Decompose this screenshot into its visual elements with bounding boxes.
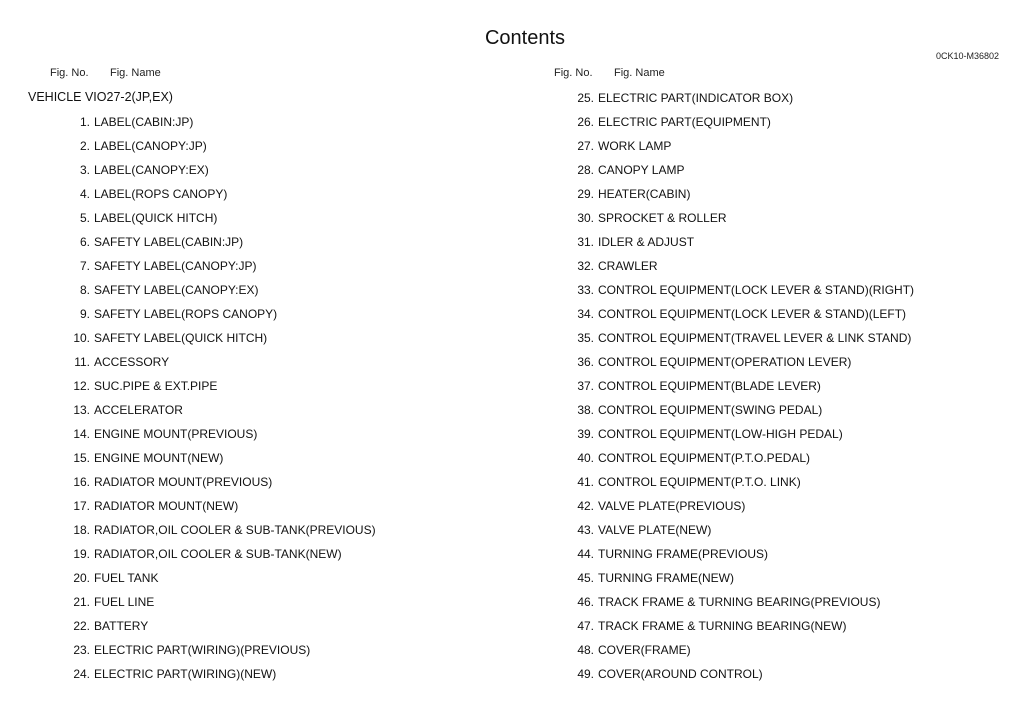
fig-no-header: Fig. No. [50, 67, 89, 79]
fig-number: 3. [79, 163, 90, 177]
fig-number: 43. [577, 523, 594, 537]
fig-name-header: Fig. Name [110, 67, 161, 79]
fig-number: 25. [577, 91, 594, 105]
fig-number: 47. [577, 619, 594, 633]
fig-number: 8. [79, 283, 90, 297]
fig-name[interactable]: TRACK FRAME & TURNING BEARING(NEW) [598, 619, 847, 633]
fig-name[interactable]: CONTROL EQUIPMENT(BLADE LEVER) [598, 379, 821, 393]
fig-number: 40. [577, 451, 594, 465]
fig-name[interactable]: SUC.PIPE & EXT.PIPE [94, 379, 218, 393]
fig-name[interactable]: BATTERY [94, 619, 149, 633]
fig-number: 44. [577, 547, 594, 561]
fig-name[interactable]: RADIATOR,OIL COOLER & SUB-TANK(NEW) [94, 547, 342, 561]
fig-name[interactable]: SPROCKET & ROLLER [598, 211, 727, 225]
fig-name[interactable]: ACCESSORY [94, 355, 170, 369]
fig-number: 39. [577, 427, 594, 441]
fig-number: 35. [577, 331, 594, 345]
fig-number: 26. [577, 115, 594, 129]
fig-name[interactable]: CONTROL EQUIPMENT(OPERATION LEVER) [598, 355, 852, 369]
fig-number: 33. [577, 283, 594, 297]
fig-number: 20. [73, 571, 90, 585]
fig-name[interactable]: VALVE PLATE(NEW) [598, 523, 712, 537]
fig-number: 29. [577, 187, 594, 201]
fig-name-header: Fig. Name [614, 67, 665, 79]
fig-name[interactable]: ENGINE MOUNT(NEW) [94, 451, 224, 465]
fig-name[interactable]: CONTROL EQUIPMENT(P.T.O. LINK) [598, 475, 801, 489]
fig-name[interactable]: CANOPY LAMP [598, 163, 685, 177]
fig-number: 15. [73, 451, 90, 465]
contents-column-left [28, 67, 508, 681]
fig-no-header: Fig. No. [554, 67, 593, 79]
fig-name[interactable]: HEATER(CABIN) [598, 187, 691, 201]
fig-name[interactable]: IDLER & ADJUST [598, 235, 695, 249]
fig-name[interactable]: TURNING FRAME(PREVIOUS) [598, 547, 769, 561]
fig-number: 38. [577, 403, 594, 417]
fig-name[interactable]: WORK LAMP [598, 139, 672, 153]
fig-number: 18. [73, 523, 90, 537]
document-id: 0CK10-M36802 [935, 51, 999, 61]
fig-number: 4. [79, 187, 90, 201]
fig-name[interactable]: COVER(FRAME) [598, 643, 691, 657]
column-header [28, 67, 508, 83]
fig-name[interactable]: SAFETY LABEL(CABIN:JP) [94, 235, 244, 249]
fig-number: 17. [73, 499, 90, 513]
fig-number: 37. [577, 379, 594, 393]
fig-number: 1. [79, 115, 90, 129]
fig-number: 6. [79, 235, 90, 249]
fig-name[interactable]: CONTROL EQUIPMENT(SWING PEDAL) [598, 403, 823, 417]
fig-name[interactable]: LABEL(CANOPY:EX) [94, 163, 209, 177]
fig-number: 2. [79, 139, 90, 153]
fig-number: 31. [577, 235, 594, 249]
fig-number: 23. [73, 643, 90, 657]
fig-number: 21. [73, 595, 90, 609]
fig-name[interactable]: LABEL(CANOPY:JP) [94, 139, 207, 153]
fig-name[interactable]: ELECTRIC PART(INDICATOR BOX) [598, 91, 794, 105]
fig-name[interactable]: SAFETY LABEL(CANOPY:EX) [94, 283, 259, 297]
fig-name[interactable]: LABEL(CABIN:JP) [94, 115, 194, 129]
fig-name[interactable]: ENGINE MOUNT(PREVIOUS) [94, 427, 258, 441]
fig-name[interactable]: SAFETY LABEL(QUICK HITCH) [94, 331, 268, 345]
fig-name[interactable]: CONTROL EQUIPMENT(TRAVEL LEVER & LINK STAND) [598, 331, 912, 345]
fig-name[interactable]: ACCELERATOR [94, 403, 183, 417]
contents-column-right [532, 67, 1012, 681]
column-header [532, 67, 1012, 83]
fig-number: 9. [79, 307, 90, 321]
fig-number: 45. [577, 571, 594, 585]
fig-name[interactable]: RADIATOR MOUNT(NEW) [94, 499, 239, 513]
fig-name[interactable]: RADIATOR MOUNT(PREVIOUS) [94, 475, 273, 489]
fig-number: 34. [577, 307, 594, 321]
fig-number: 13. [73, 403, 90, 417]
fig-number: 27. [577, 139, 594, 153]
fig-number: 30. [577, 211, 594, 225]
fig-number: 19. [73, 547, 90, 561]
fig-name[interactable]: FUEL TANK [94, 571, 159, 585]
fig-number: 16. [73, 475, 90, 489]
fig-number: 41. [577, 475, 594, 489]
fig-number: 14. [73, 427, 90, 441]
fig-number: 10. [73, 331, 90, 345]
fig-name[interactable]: CONTROL EQUIPMENT(P.T.O.PEDAL) [598, 451, 811, 465]
fig-number: 22. [73, 619, 90, 633]
fig-number: 42. [577, 499, 594, 513]
fig-number: 48. [577, 643, 594, 657]
vehicle-heading[interactable]: VEHICLE VIO27-2(JP,EX) [28, 90, 173, 104]
fig-number: 28. [577, 163, 594, 177]
fig-number: 7. [79, 259, 90, 273]
fig-name[interactable]: ELECTRIC PART(EQUIPMENT) [598, 115, 771, 129]
fig-name[interactable]: ELECTRIC PART(WIRING)(PREVIOUS) [94, 643, 311, 657]
fig-number: 12. [73, 379, 90, 393]
fig-name[interactable]: CONTROL EQUIPMENT(LOCK LEVER & STAND)(LEFT) [598, 307, 907, 321]
fig-name[interactable]: CONTROL EQUIPMENT(LOCK LEVER & STAND)(RIGHT) [598, 283, 915, 297]
fig-name[interactable]: SAFETY LABEL(ROPS CANOPY) [94, 307, 278, 321]
fig-name[interactable]: LABEL(QUICK HITCH) [94, 211, 218, 225]
fig-number: 46. [577, 595, 594, 609]
fig-name[interactable]: LABEL(ROPS CANOPY) [94, 187, 228, 201]
fig-name[interactable]: SAFETY LABEL(CANOPY:JP) [94, 259, 257, 273]
fig-name[interactable]: CRAWLER [598, 259, 658, 273]
fig-number: 32. [577, 259, 594, 273]
fig-number: 5. [79, 211, 90, 225]
fig-name[interactable]: FUEL LINE [94, 595, 155, 609]
fig-number: 49. [577, 667, 594, 681]
fig-number: 24. [73, 667, 90, 681]
fig-name[interactable]: TRACK FRAME & TURNING BEARING(PREVIOUS) [598, 595, 881, 609]
fig-number: 11. [74, 355, 90, 369]
fig-name[interactable]: ELECTRIC PART(WIRING)(NEW) [94, 667, 277, 681]
fig-name[interactable]: VALVE PLATE(PREVIOUS) [598, 499, 746, 513]
fig-name[interactable]: TURNING FRAME(NEW) [598, 571, 734, 585]
fig-number: 36. [577, 355, 594, 369]
fig-name[interactable]: CONTROL EQUIPMENT(LOW-HIGH PEDAL) [598, 427, 843, 441]
fig-name[interactable]: COVER(AROUND CONTROL) [598, 667, 763, 681]
page-title: Contents [484, 27, 566, 49]
fig-name[interactable]: RADIATOR,OIL COOLER & SUB-TANK(PREVIOUS) [94, 523, 376, 537]
